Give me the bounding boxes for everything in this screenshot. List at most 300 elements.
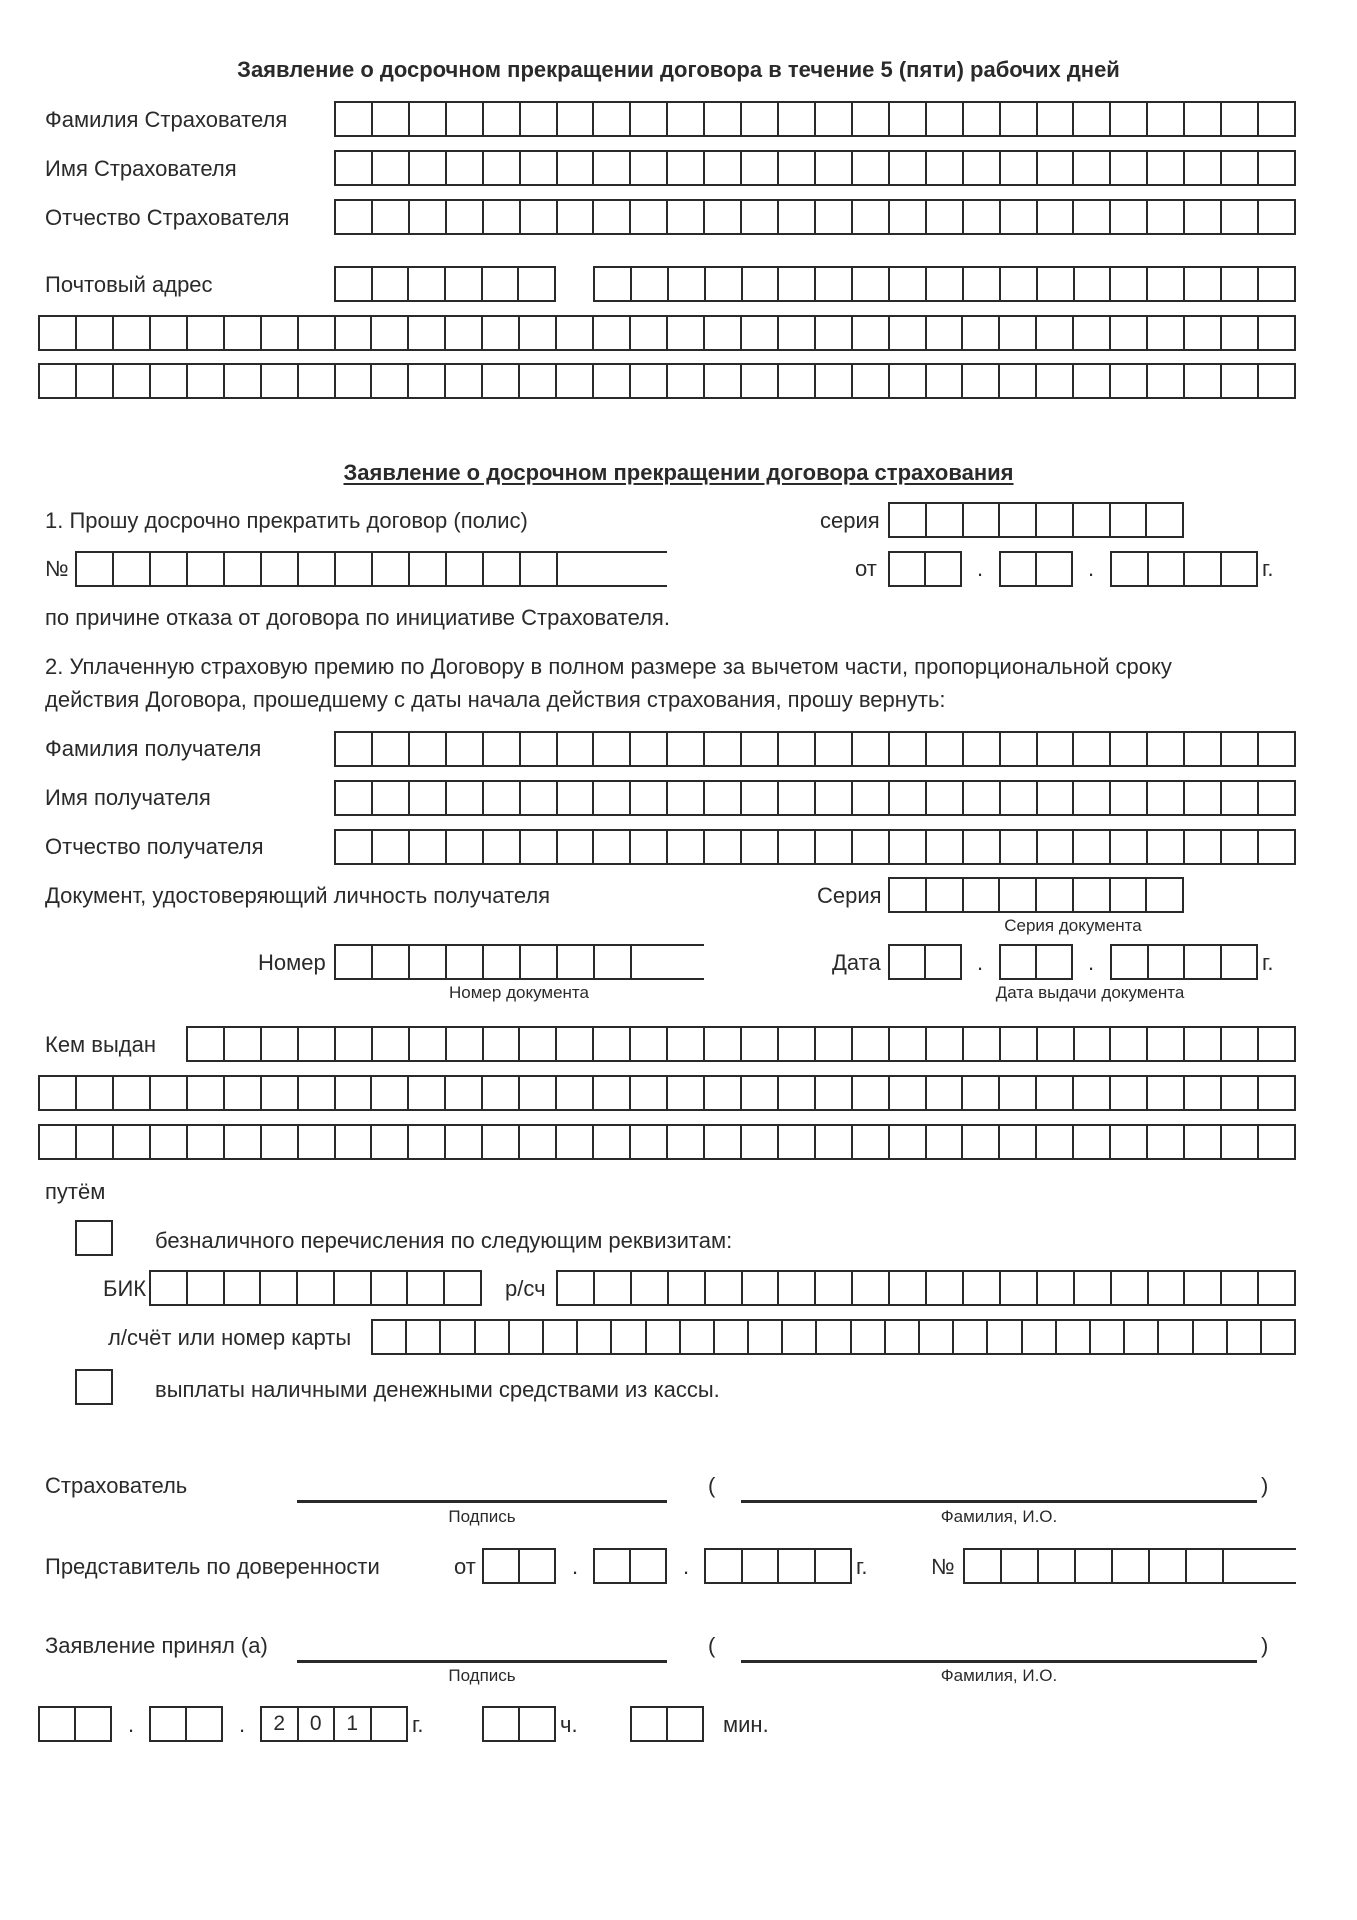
char-cell[interactable] (705, 365, 742, 397)
char-cell[interactable] (1038, 103, 1075, 135)
char-cell[interactable] (1185, 365, 1222, 397)
char-cell[interactable] (299, 553, 336, 585)
char-cell[interactable] (1185, 1077, 1222, 1109)
char-cell[interactable] (779, 1126, 816, 1158)
char-cell[interactable] (1037, 553, 1073, 585)
char-cell[interactable] (519, 268, 556, 300)
char-cell[interactable] (1185, 1272, 1222, 1304)
char-cell[interactable] (1002, 1550, 1039, 1582)
char-cell[interactable] (668, 1077, 705, 1109)
char-cell[interactable] (706, 1272, 743, 1304)
char-cell[interactable] (1074, 152, 1111, 184)
char-cell[interactable] (742, 317, 779, 349)
char-cell[interactable] (1148, 268, 1185, 300)
char-cell[interactable] (964, 152, 1001, 184)
char-cell[interactable] (1112, 946, 1149, 978)
char-cell[interactable] (373, 1028, 410, 1060)
char-cell[interactable] (1038, 1272, 1075, 1304)
char-cell[interactable] (1259, 782, 1296, 814)
char-cell[interactable] (77, 1126, 114, 1158)
char-cell[interactable] (1076, 1550, 1113, 1582)
char-cell[interactable] (1111, 103, 1148, 135)
char-cell[interactable] (749, 1321, 783, 1353)
char-cell[interactable] (1111, 365, 1148, 397)
char-cell[interactable] (890, 1272, 927, 1304)
char-cell[interactable] (779, 733, 816, 765)
char-cell[interactable] (705, 733, 742, 765)
year-digit-4[interactable] (372, 1708, 409, 1740)
recipient-surname-field[interactable] (334, 731, 1296, 767)
char-cell[interactable] (853, 733, 890, 765)
char-cell[interactable] (510, 1321, 544, 1353)
char-cell[interactable] (373, 946, 410, 978)
id-number-field[interactable] (334, 944, 704, 980)
char-cell[interactable] (964, 879, 1001, 911)
char-cell[interactable] (816, 152, 853, 184)
char-cell[interactable] (816, 1272, 853, 1304)
char-cell[interactable] (631, 1550, 667, 1582)
char-cell[interactable] (742, 1077, 779, 1109)
char-cell[interactable] (816, 1550, 853, 1582)
char-cell[interactable] (890, 103, 927, 135)
char-cell[interactable] (484, 733, 521, 765)
postal-address-field-2[interactable] (38, 315, 1296, 351)
char-cell[interactable] (817, 1321, 851, 1353)
char-cell[interactable] (1148, 1028, 1185, 1060)
char-cell[interactable] (336, 268, 373, 300)
char-cell[interactable] (188, 1126, 225, 1158)
char-cell[interactable] (409, 1126, 446, 1158)
char-cell[interactable] (743, 1550, 780, 1582)
char-cell[interactable] (336, 1028, 373, 1060)
char-cell[interactable] (336, 365, 373, 397)
char-cell[interactable] (1222, 365, 1259, 397)
char-cell[interactable] (594, 1126, 631, 1158)
char-cell[interactable] (225, 1126, 262, 1158)
char-cell[interactable] (373, 103, 410, 135)
char-cell[interactable] (1222, 152, 1259, 184)
char-cell[interactable] (441, 1321, 475, 1353)
char-cell[interactable] (372, 1272, 409, 1304)
char-cell[interactable] (1001, 733, 1038, 765)
char-cell[interactable] (1185, 1126, 1222, 1158)
char-cell[interactable] (521, 946, 558, 978)
char-cell[interactable] (520, 1708, 556, 1740)
char-cell[interactable] (927, 201, 964, 233)
char-cell[interactable] (706, 1550, 743, 1582)
char-cell[interactable] (1074, 365, 1111, 397)
char-cell[interactable] (410, 1028, 447, 1060)
char-cell[interactable] (476, 1321, 510, 1353)
char-cell[interactable] (114, 1126, 151, 1158)
char-cell[interactable] (631, 152, 668, 184)
char-cell[interactable] (668, 782, 705, 814)
char-cell[interactable] (779, 103, 816, 135)
char-cell[interactable] (886, 1321, 920, 1353)
char-cell[interactable] (816, 365, 853, 397)
char-cell[interactable] (853, 365, 890, 397)
char-cell[interactable] (890, 365, 927, 397)
char-cell[interactable] (1185, 152, 1222, 184)
char-cell[interactable] (705, 831, 742, 863)
char-cell[interactable] (853, 201, 890, 233)
char-cell[interactable] (1000, 879, 1037, 911)
char-cell[interactable] (1023, 1321, 1057, 1353)
char-cell[interactable] (1111, 879, 1148, 911)
char-cell[interactable] (447, 201, 484, 233)
char-cell[interactable] (964, 201, 1001, 233)
char-cell[interactable] (521, 201, 558, 233)
char-cell[interactable] (1259, 317, 1296, 349)
char-cell[interactable] (852, 1321, 886, 1353)
char-cell[interactable] (557, 1028, 594, 1060)
char-cell[interactable] (1001, 553, 1037, 585)
char-cell[interactable] (262, 317, 299, 349)
char-cell[interactable] (668, 152, 705, 184)
char-cell[interactable] (779, 1272, 816, 1304)
char-cell[interactable] (407, 1321, 441, 1353)
char-cell[interactable] (225, 1077, 262, 1109)
char-cell[interactable] (40, 317, 77, 349)
char-cell[interactable] (446, 365, 483, 397)
policy-date-day-field[interactable] (888, 551, 962, 587)
char-cell[interactable] (594, 1028, 631, 1060)
char-cell[interactable] (1149, 946, 1186, 978)
char-cell[interactable] (668, 103, 705, 135)
char-cell[interactable] (954, 1321, 988, 1353)
char-cell[interactable] (1037, 317, 1074, 349)
char-cell[interactable] (77, 365, 114, 397)
char-cell[interactable] (558, 1272, 595, 1304)
char-cell[interactable] (151, 1126, 188, 1158)
char-cell[interactable] (1259, 1028, 1296, 1060)
char-cell[interactable] (668, 1708, 704, 1740)
char-cell[interactable] (1111, 317, 1148, 349)
char-cell[interactable] (1091, 1321, 1125, 1353)
char-cell[interactable] (668, 1028, 705, 1060)
char-cell[interactable] (445, 1272, 482, 1304)
char-cell[interactable] (1074, 1126, 1111, 1158)
char-cell[interactable] (188, 553, 225, 585)
char-cell[interactable] (742, 103, 779, 135)
char-cell[interactable] (410, 553, 447, 585)
issued-by-field-2[interactable] (38, 1075, 1296, 1111)
char-cell[interactable] (1222, 1028, 1259, 1060)
char-cell[interactable] (853, 103, 890, 135)
cash-checkbox[interactable] (75, 1369, 113, 1405)
char-cell[interactable] (410, 831, 447, 863)
char-cell[interactable] (890, 553, 926, 585)
char-cell[interactable] (668, 1126, 705, 1158)
char-cell[interactable] (681, 1321, 715, 1353)
char-cell[interactable] (484, 152, 521, 184)
char-cell[interactable] (742, 831, 779, 863)
char-cell[interactable] (742, 733, 779, 765)
char-cell[interactable] (77, 317, 114, 349)
char-cell[interactable] (483, 317, 520, 349)
char-cell[interactable] (1259, 1077, 1296, 1109)
char-cell[interactable] (299, 365, 336, 397)
char-cell[interactable] (1075, 268, 1112, 300)
char-cell[interactable] (1001, 831, 1038, 863)
issued-by-field-1[interactable] (186, 1026, 1296, 1062)
char-cell[interactable] (1222, 733, 1259, 765)
char-cell[interactable] (1074, 103, 1111, 135)
char-cell[interactable] (483, 268, 520, 300)
char-cell[interactable] (594, 152, 631, 184)
char-cell[interactable] (927, 1077, 964, 1109)
char-cell[interactable] (1147, 504, 1184, 536)
char-cell[interactable] (1001, 782, 1038, 814)
char-cell[interactable] (705, 103, 742, 135)
char-cell[interactable] (299, 317, 336, 349)
policy-date-month-field[interactable] (999, 551, 1073, 587)
char-cell[interactable] (521, 103, 558, 135)
char-cell[interactable] (1148, 1077, 1185, 1109)
char-cell[interactable] (521, 733, 558, 765)
char-cell[interactable] (335, 1272, 372, 1304)
char-cell[interactable] (188, 317, 225, 349)
policyholder-name-field[interactable] (334, 150, 1296, 186)
char-cell[interactable] (336, 1077, 373, 1109)
char-cell[interactable] (1185, 317, 1222, 349)
char-cell[interactable] (1038, 733, 1075, 765)
bik-field[interactable] (149, 1270, 482, 1306)
char-cell[interactable] (631, 1126, 668, 1158)
char-cell[interactable] (151, 1077, 188, 1109)
char-cell[interactable] (963, 317, 1000, 349)
char-cell[interactable] (1074, 317, 1111, 349)
char-cell[interactable] (1222, 268, 1259, 300)
char-cell[interactable] (372, 1126, 409, 1158)
char-cell[interactable] (557, 1126, 594, 1158)
char-cell[interactable] (40, 365, 77, 397)
char-cell[interactable] (631, 831, 668, 863)
char-cell[interactable] (336, 103, 373, 135)
char-cell[interactable] (76, 1708, 112, 1740)
char-cell[interactable] (446, 1126, 483, 1158)
char-cell[interactable] (262, 1126, 299, 1158)
char-cell[interactable] (520, 365, 557, 397)
char-cell[interactable] (927, 268, 964, 300)
char-cell[interactable] (446, 268, 483, 300)
char-cell[interactable] (1000, 317, 1037, 349)
char-cell[interactable] (521, 553, 558, 585)
char-cell[interactable] (1111, 504, 1148, 536)
char-cell[interactable] (336, 782, 373, 814)
char-cell[interactable] (779, 201, 816, 233)
char-cell[interactable] (299, 1077, 336, 1109)
char-cell[interactable] (447, 831, 484, 863)
char-cell[interactable] (1111, 152, 1148, 184)
char-cell[interactable] (558, 831, 595, 863)
char-cell[interactable] (816, 201, 853, 233)
char-cell[interactable] (151, 553, 188, 585)
char-cell[interactable] (557, 365, 594, 397)
char-cell[interactable] (1222, 1272, 1259, 1304)
char-cell[interactable] (890, 201, 927, 233)
char-cell[interactable] (1185, 201, 1222, 233)
char-cell[interactable] (743, 1272, 780, 1304)
char-cell[interactable] (631, 365, 668, 397)
poa-date-year-field[interactable] (704, 1548, 852, 1584)
char-cell[interactable] (1259, 1272, 1296, 1304)
char-cell[interactable] (1262, 1321, 1296, 1353)
char-cell[interactable] (853, 782, 890, 814)
char-cell[interactable] (742, 782, 779, 814)
char-cell[interactable] (669, 268, 706, 300)
char-cell[interactable] (927, 317, 964, 349)
char-cell[interactable] (336, 1126, 373, 1158)
char-cell[interactable] (612, 1321, 646, 1353)
policyholder-surname-field[interactable] (334, 101, 1296, 137)
char-cell[interactable] (1111, 268, 1148, 300)
char-cell[interactable] (262, 1028, 299, 1060)
accepted-date-day-field[interactable] (38, 1706, 112, 1742)
char-cell[interactable] (1037, 504, 1074, 536)
char-cell[interactable] (1185, 1028, 1222, 1060)
char-cell[interactable] (1039, 1550, 1076, 1582)
char-cell[interactable] (372, 365, 409, 397)
char-cell[interactable] (779, 1550, 816, 1582)
char-cell[interactable] (631, 103, 668, 135)
char-cell[interactable] (927, 733, 964, 765)
id-date-year-field[interactable] (1110, 944, 1258, 980)
char-cell[interactable] (927, 1126, 964, 1158)
policy-number-field[interactable] (75, 551, 667, 587)
char-cell[interactable] (188, 365, 225, 397)
char-cell[interactable] (1074, 879, 1111, 911)
char-cell[interactable] (632, 268, 669, 300)
char-cell[interactable] (447, 946, 484, 978)
char-cell[interactable] (595, 1272, 632, 1304)
char-cell[interactable] (40, 1708, 76, 1740)
char-cell[interactable] (816, 1126, 853, 1158)
char-cell[interactable] (336, 553, 373, 585)
char-cell[interactable] (1259, 365, 1296, 397)
char-cell[interactable] (1148, 365, 1185, 397)
char-cell[interactable] (1222, 553, 1259, 585)
policyholder-signature-line[interactable] (297, 1500, 667, 1503)
char-cell[interactable] (742, 1126, 779, 1158)
char-cell[interactable] (927, 152, 964, 184)
char-cell[interactable] (927, 1028, 964, 1060)
char-cell[interactable] (926, 946, 962, 978)
char-cell[interactable] (964, 268, 1001, 300)
char-cell[interactable] (1148, 201, 1185, 233)
char-cell[interactable] (1150, 1550, 1187, 1582)
char-cell[interactable] (410, 201, 447, 233)
char-cell[interactable] (988, 1321, 1022, 1353)
char-cell[interactable] (631, 1077, 668, 1109)
char-cell[interactable] (964, 1028, 1001, 1060)
char-cell[interactable] (742, 365, 779, 397)
char-cell[interactable] (558, 201, 595, 233)
char-cell[interactable] (1259, 268, 1296, 300)
char-cell[interactable] (1075, 1028, 1112, 1060)
char-cell[interactable] (964, 504, 1001, 536)
char-cell[interactable] (188, 1272, 225, 1304)
char-cell[interactable] (114, 553, 151, 585)
char-cell[interactable] (225, 1272, 262, 1304)
char-cell[interactable] (1000, 504, 1037, 536)
char-cell[interactable] (1159, 1321, 1193, 1353)
char-cell[interactable] (410, 152, 447, 184)
char-cell[interactable] (1185, 733, 1222, 765)
char-cell[interactable] (1038, 201, 1075, 233)
char-cell[interactable] (1057, 1321, 1091, 1353)
char-cell[interactable] (298, 1272, 335, 1304)
char-cell[interactable] (557, 1077, 594, 1109)
char-cell[interactable] (151, 317, 188, 349)
char-cell[interactable] (446, 317, 483, 349)
char-cell[interactable] (890, 831, 927, 863)
char-cell[interactable] (927, 879, 964, 911)
char-cell[interactable] (816, 317, 853, 349)
char-cell[interactable] (594, 317, 631, 349)
char-cell[interactable] (890, 782, 927, 814)
recipient-name-field[interactable] (334, 780, 1296, 816)
char-cell[interactable] (890, 152, 927, 184)
postal-index-field[interactable] (334, 266, 556, 302)
char-cell[interactable] (1185, 268, 1222, 300)
char-cell[interactable] (742, 1028, 779, 1060)
char-cell[interactable] (447, 152, 484, 184)
char-cell[interactable] (705, 317, 742, 349)
char-cell[interactable] (520, 1077, 557, 1109)
char-cell[interactable] (336, 831, 373, 863)
char-cell[interactable] (558, 946, 595, 978)
accepted-date-year-field[interactable] (260, 1706, 408, 1742)
char-cell[interactable] (743, 268, 780, 300)
id-date-day-field[interactable] (888, 944, 962, 980)
char-cell[interactable] (520, 1028, 557, 1060)
char-cell[interactable] (1185, 103, 1222, 135)
char-cell[interactable] (410, 103, 447, 135)
char-cell[interactable] (742, 201, 779, 233)
char-cell[interactable] (484, 103, 521, 135)
char-cell[interactable] (853, 317, 890, 349)
char-cell[interactable] (1111, 1126, 1148, 1158)
char-cell[interactable] (631, 782, 668, 814)
issued-by-field-3[interactable] (38, 1124, 1296, 1160)
char-cell[interactable] (890, 1126, 927, 1158)
char-cell[interactable] (151, 1708, 187, 1740)
char-cell[interactable] (595, 1550, 631, 1582)
char-cell[interactable] (521, 782, 558, 814)
id-date-month-field[interactable] (999, 944, 1073, 980)
char-cell[interactable] (1148, 317, 1185, 349)
char-cell[interactable] (890, 504, 927, 536)
char-cell[interactable] (1038, 782, 1075, 814)
char-cell[interactable] (520, 317, 557, 349)
char-cell[interactable] (816, 268, 853, 300)
char-cell[interactable] (927, 103, 964, 135)
char-cell[interactable] (964, 831, 1001, 863)
char-cell[interactable] (705, 1028, 742, 1060)
char-cell[interactable] (927, 1272, 964, 1304)
char-cell[interactable] (1185, 831, 1222, 863)
poa-number-field[interactable] (963, 1548, 1296, 1584)
char-cell[interactable] (816, 1028, 853, 1060)
char-cell[interactable] (927, 831, 964, 863)
policy-series-field[interactable] (888, 502, 1184, 538)
char-cell[interactable] (779, 782, 816, 814)
char-cell[interactable] (77, 1077, 114, 1109)
char-cell[interactable] (779, 152, 816, 184)
char-cell[interactable] (373, 268, 410, 300)
char-cell[interactable] (40, 1077, 77, 1109)
